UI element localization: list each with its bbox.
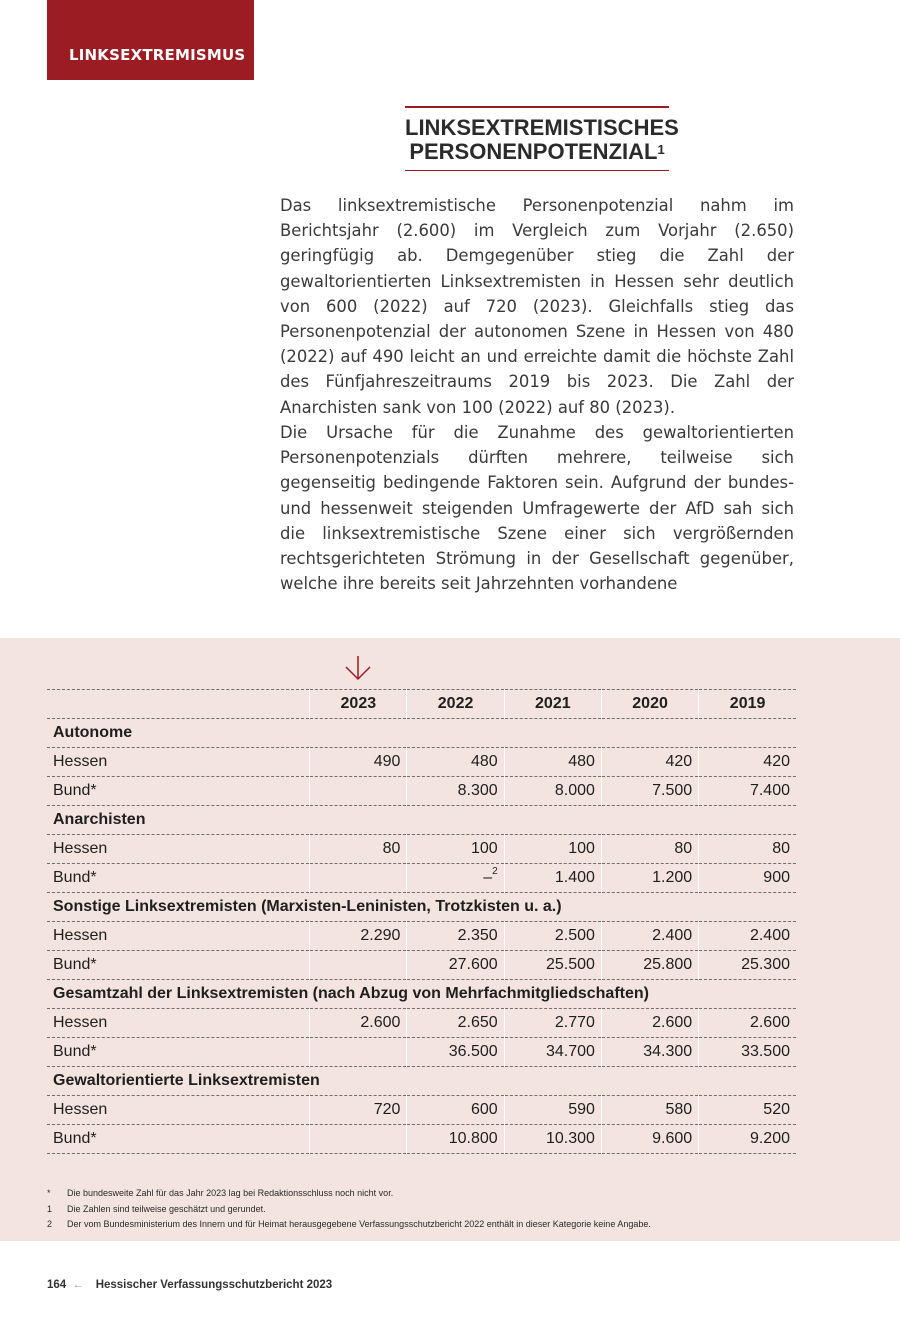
- cell: 8.300: [407, 777, 504, 806]
- page-title: [405, 106, 679, 171]
- cell: 34.300: [601, 1038, 698, 1067]
- cell: 580: [601, 1096, 698, 1125]
- cell: 34.700: [504, 1038, 601, 1067]
- cell: [310, 951, 407, 980]
- cell: 27.600: [407, 951, 504, 980]
- row-label: Hessen: [47, 922, 310, 951]
- cell: 25.300: [699, 951, 796, 980]
- cell: [310, 777, 407, 806]
- cell: [310, 1125, 407, 1154]
- cell: 8.000: [504, 777, 601, 806]
- cell: 2.500: [504, 922, 601, 951]
- row-label: Hessen: [47, 748, 310, 777]
- cell: 80: [699, 835, 796, 864]
- cell: 2.600: [699, 1009, 796, 1038]
- cell: 33.500: [699, 1038, 796, 1067]
- cell: 25.800: [601, 951, 698, 980]
- year-header: 2021: [504, 690, 601, 719]
- cell: 2.290: [310, 922, 407, 951]
- cell: 2.350: [407, 922, 504, 951]
- table-row: [47, 864, 796, 893]
- year-header: 2019: [699, 690, 796, 719]
- title-footnote-ref: 1: [657, 142, 665, 157]
- publication-title: Hessischer Verfassungsschutzbericht 2023: [95, 1279, 333, 1291]
- cell: 2.770: [504, 1009, 601, 1038]
- cell: 590: [504, 1096, 601, 1125]
- cell: 9.200: [699, 1125, 796, 1154]
- page-footer: [47, 1279, 332, 1291]
- arrow-down-icon: [344, 655, 372, 681]
- table-row: [47, 951, 796, 980]
- cell: 480: [504, 748, 601, 777]
- table-row: [47, 748, 796, 777]
- cell: 1.200: [601, 864, 698, 893]
- cell: 10.300: [504, 1125, 601, 1154]
- table-row: [47, 1038, 796, 1067]
- cell: 36.500: [407, 1038, 504, 1067]
- table-row: [47, 777, 796, 806]
- group-row: [47, 806, 796, 835]
- cell: 1.400: [504, 864, 601, 893]
- title-line-1: LINKSEXTREMISTISCHES: [405, 115, 679, 140]
- table-row: [47, 1125, 796, 1154]
- back-arrow-icon[interactable]: ←: [72, 1279, 84, 1291]
- year-header: 2022: [407, 690, 504, 719]
- page-number: 164: [47, 1279, 67, 1291]
- year-header: 2020: [601, 690, 698, 719]
- cell: 100: [504, 835, 601, 864]
- cell: 80: [310, 835, 407, 864]
- row-label: Bund*: [47, 864, 310, 893]
- footnote-mark: 1: [47, 1203, 53, 1214]
- row-label: Hessen: [47, 835, 310, 864]
- cell: [310, 864, 407, 893]
- row-label: Bund*: [47, 1125, 310, 1154]
- title-line-2: PERSONENPOTENZIAL: [409, 139, 658, 164]
- group-name: Gesamtzahl der Linksextremisten (nach Abzug von Mehrfachmitgliedschaften): [47, 980, 796, 1009]
- group-row: [47, 1067, 796, 1096]
- cell: 720: [310, 1096, 407, 1125]
- footnote: [47, 1186, 807, 1202]
- cell: 480: [407, 748, 504, 777]
- group-name: Autonome: [47, 719, 796, 748]
- table-row: [47, 835, 796, 864]
- cell: 2.600: [310, 1009, 407, 1038]
- section-label: LINKSEXTREMISMUS: [69, 46, 246, 64]
- cell: 2.650: [407, 1009, 504, 1038]
- footnote-text: Der vom Bundesministerium des Innern und für Heimat herausgegebene Verfassungsschutzbericht 2022 enthält in dieser Kategorie keine Angabe.: [67, 1219, 651, 1229]
- cell: 10.800: [407, 1125, 504, 1154]
- header-empty-cell: [47, 690, 310, 719]
- footnote-text: Die Zahlen sind teilweise geschätzt und gerundet.: [67, 1203, 266, 1214]
- table-row: [47, 922, 796, 951]
- group-name: Gewaltorientierte Linksextremisten: [47, 1067, 796, 1096]
- row-label: Hessen: [47, 1009, 310, 1038]
- paragraph-2: Die Ursache für die Zunahme des gewaltorientierten Personenpotenzials dürften mehrere, teilweise sich gegenseitig bedingende Faktoren sein. Aufgrund der bundes- und hessenweit steigenden Umfragewerte der AfD sah sich die linksextremistische Szene einer sich vergrößernden rechtsgerichteten Strömung in der Gesellschaft gegenüber, welche ihre bereits seit Jahrzehnten vorhandene: [280, 423, 794, 594]
- cell: 900: [699, 864, 796, 893]
- group-row: [47, 893, 796, 922]
- cell: 600: [407, 1096, 504, 1125]
- cell: 490: [310, 748, 407, 777]
- footnote-ref: 2: [492, 866, 498, 877]
- footnote: [47, 1217, 807, 1233]
- footnote-mark: *: [47, 1188, 51, 1198]
- cell: 420: [601, 748, 698, 777]
- group-name: Anarchisten: [47, 806, 796, 835]
- cell: 520: [699, 1096, 796, 1125]
- cell: 7.500: [601, 777, 698, 806]
- footnote-text: Die bundesweite Zahl für das Jahr 2023 lag bei Redaktionsschluss noch nicht vor.: [67, 1188, 394, 1198]
- row-label: Hessen: [47, 1096, 310, 1125]
- cell: 2.600: [601, 1009, 698, 1038]
- cell: 9.600: [601, 1125, 698, 1154]
- paragraph-1: Das linksextremistische Personenpotenzial nahm im Berichtsjahr (2.600) im Vergleich zum Vorjahr (2.650) geringfügig ab. Demgegenüber stieg die Zahl der gewaltorientierten Linksextremisten in Hessen sehr deutlich von 600 (2022) auf 720 (2023). Gleichfalls stieg das Personenpotenzial der autonomen Szene in Hessen von 480 (2022) auf 490 leicht an und erreichte damit die höchste Zahl des Fünfjahreszeitraums 2019 bis 2023. Die Zahl der Anarchisten sank von 100 (2022) auf 80 (2023).: [280, 196, 794, 417]
- cell: 420: [699, 748, 796, 777]
- footnotes: [47, 1186, 807, 1233]
- footnote: [47, 1202, 807, 1218]
- cell: 7.400: [699, 777, 796, 806]
- group-row: [47, 719, 796, 748]
- group-row: [47, 980, 796, 1009]
- table-row: [47, 1009, 796, 1038]
- section-tab: [47, 0, 254, 80]
- personenpotenzial-table: [47, 689, 796, 1154]
- table-header-row: [47, 690, 796, 719]
- title-line-2-wrap: [405, 140, 669, 164]
- footnote-mark: 2: [47, 1219, 53, 1229]
- cell: 80: [601, 835, 698, 864]
- row-label: Bund*: [47, 777, 310, 806]
- cell: 2.400: [601, 922, 698, 951]
- row-label: Bund*: [47, 1038, 310, 1067]
- cell: 2.400: [699, 922, 796, 951]
- dash-value: –: [483, 869, 493, 886]
- cell: [310, 1038, 407, 1067]
- year-header: 2023: [310, 690, 407, 719]
- cell: 100: [407, 835, 504, 864]
- table-row: [47, 1096, 796, 1125]
- row-label: Bund*: [47, 951, 310, 980]
- group-name: Sonstige Linksextremisten (Marxisten-Leninisten, Trotzkisten u. a.): [47, 893, 796, 922]
- cell: 25.500: [504, 951, 601, 980]
- cell-no-data: [407, 864, 504, 893]
